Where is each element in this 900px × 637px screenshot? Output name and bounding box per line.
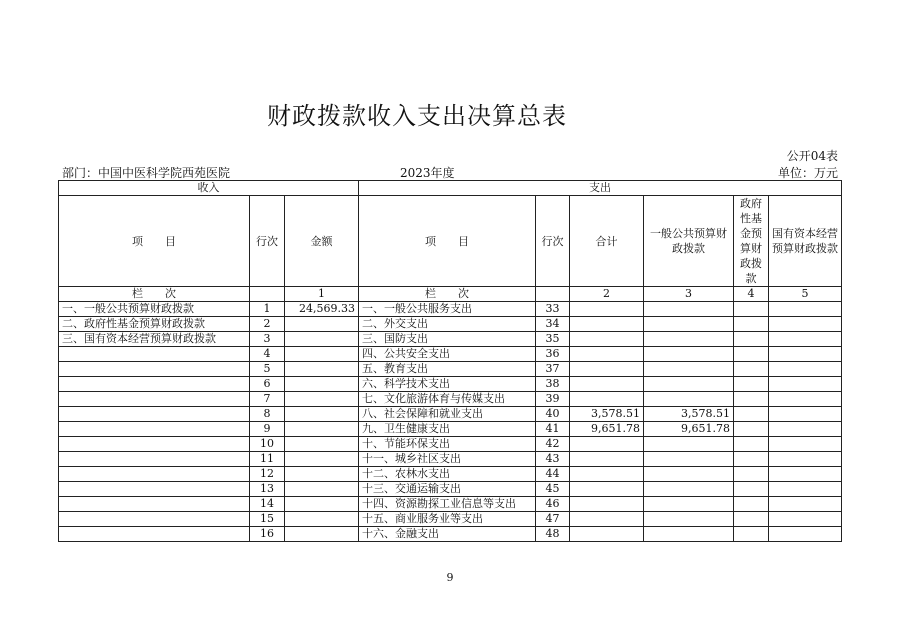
state-capital-amount <box>769 347 842 362</box>
income-row-no: 15 <box>250 512 285 527</box>
column-index-row <box>59 287 842 302</box>
exp-row-no: 40 <box>536 407 570 422</box>
exp-item: 一、一般公共服务支出 <box>359 302 536 317</box>
exp-row-no: 41 <box>536 422 570 437</box>
state-capital-amount <box>769 392 842 407</box>
fiscal-year: 2023年度 <box>400 166 455 180</box>
exp-item: 九、卫生健康支出 <box>359 422 536 437</box>
exp-row-no: 37 <box>536 362 570 377</box>
exp-row-no: 43 <box>536 452 570 467</box>
state-capital-amount <box>769 437 842 452</box>
income-item: 二、政府性基金预算财政拨款 <box>59 317 250 332</box>
col-index-1: 1 <box>285 287 359 302</box>
income-row-no: 11 <box>250 452 285 467</box>
income-row-no: 10 <box>250 437 285 452</box>
general-budget-amount <box>644 452 734 467</box>
table-row <box>59 527 842 542</box>
total-header: 合计 <box>570 196 644 287</box>
state-capital-header: 国有资本经营预算财政拨款 <box>769 196 842 287</box>
income-item <box>59 422 250 437</box>
column-header-row <box>59 196 842 287</box>
table-row <box>59 467 842 482</box>
income-amount <box>285 392 359 407</box>
exp-item: 十三、交通运输支出 <box>359 482 536 497</box>
exp-item: 十四、资源勘探工业信息等支出 <box>359 497 536 512</box>
gov-fund-amount <box>734 407 769 422</box>
income-row-no: 16 <box>250 527 285 542</box>
table-row <box>59 497 842 512</box>
gov-fund-amount <box>734 527 769 542</box>
state-capital-amount <box>769 482 842 497</box>
general-budget-amount <box>644 467 734 482</box>
total-amount <box>570 467 644 482</box>
income-row-no: 5 <box>250 362 285 377</box>
income-amount <box>285 407 359 422</box>
gov-fund-amount <box>734 437 769 452</box>
exp-item: 八、社会保障和就业支出 <box>359 407 536 422</box>
income-amount <box>285 452 359 467</box>
income-row-no: 14 <box>250 497 285 512</box>
expenditure-header: 支出 <box>359 181 842 196</box>
exp-row-no: 39 <box>536 392 570 407</box>
total-amount <box>570 452 644 467</box>
exp-item: 四、公共安全支出 <box>359 347 536 362</box>
exp-row-no-header: 行次 <box>536 196 570 287</box>
table-row <box>59 377 842 392</box>
exp-row-no: 47 <box>536 512 570 527</box>
income-amount <box>285 362 359 377</box>
section-header-row <box>59 181 842 196</box>
gov-fund-amount <box>734 362 769 377</box>
income-row-no: 13 <box>250 482 285 497</box>
exp-item: 十、节能环保支出 <box>359 437 536 452</box>
gov-fund-amount <box>734 422 769 437</box>
income-row-no: 4 <box>250 347 285 362</box>
exp-row-no: 33 <box>536 302 570 317</box>
income-item <box>59 497 250 512</box>
exp-item: 十五、商业服务业等支出 <box>359 512 536 527</box>
general-budget-amount <box>644 482 734 497</box>
income-item <box>59 452 250 467</box>
col-index-2: 2 <box>570 287 644 302</box>
income-row-no: 12 <box>250 467 285 482</box>
income-amount <box>285 317 359 332</box>
total-amount <box>570 377 644 392</box>
col-index-3: 3 <box>644 287 734 302</box>
unit-label: 单位：万元 <box>777 166 838 180</box>
general-budget-amount <box>644 392 734 407</box>
budget-table <box>58 180 842 542</box>
income-row-no: 6 <box>250 377 285 392</box>
general-budget-amount <box>644 347 734 362</box>
lan-ci-label: 栏 次 <box>59 287 250 302</box>
state-capital-amount <box>769 512 842 527</box>
income-item <box>59 527 250 542</box>
income-amount <box>285 332 359 347</box>
income-item: 一、一般公共预算财政拨款 <box>59 302 250 317</box>
total-amount <box>570 302 644 317</box>
gov-fund-amount <box>734 497 769 512</box>
gov-fund-amount <box>734 512 769 527</box>
total-amount <box>570 392 644 407</box>
general-budget-amount: 9,651.78 <box>644 422 734 437</box>
table-row <box>59 392 842 407</box>
general-budget-amount <box>644 512 734 527</box>
gov-fund-amount <box>734 452 769 467</box>
general-budget-amount <box>644 362 734 377</box>
state-capital-amount <box>769 317 842 332</box>
income-amount <box>285 527 359 542</box>
income-item-header: 项 目 <box>59 196 250 287</box>
total-amount <box>570 332 644 347</box>
income-amount <box>285 422 359 437</box>
state-capital-amount <box>769 407 842 422</box>
total-amount <box>570 317 644 332</box>
general-budget-amount <box>644 437 734 452</box>
gov-fund-amount <box>734 302 769 317</box>
income-item <box>59 392 250 407</box>
exp-item: 五、教育支出 <box>359 362 536 377</box>
exp-row-no: 36 <box>536 347 570 362</box>
income-row-no: 8 <box>250 407 285 422</box>
income-amount <box>285 437 359 452</box>
state-capital-amount <box>769 422 842 437</box>
income-item <box>59 482 250 497</box>
table-row <box>59 407 842 422</box>
table-row <box>59 437 842 452</box>
income-amount <box>285 467 359 482</box>
department-label: 部门：中国中医科学院西苑医院 <box>62 166 231 180</box>
gov-fund-amount <box>734 467 769 482</box>
income-item <box>59 377 250 392</box>
exp-row-no: 42 <box>536 437 570 452</box>
gov-fund-amount <box>734 347 769 362</box>
table-row <box>59 362 842 377</box>
income-header: 收入 <box>59 181 359 196</box>
income-item <box>59 347 250 362</box>
exp-row-no: 44 <box>536 467 570 482</box>
exp-item: 七、文化旅游体育与传媒支出 <box>359 392 536 407</box>
exp-item: 十六、金融支出 <box>359 527 536 542</box>
gov-fund-amount <box>734 392 769 407</box>
income-row-no: 1 <box>250 302 285 317</box>
income-amount <box>285 482 359 497</box>
page-number: 9 <box>446 571 454 584</box>
total-amount <box>570 362 644 377</box>
exp-item: 六、科学技术支出 <box>359 377 536 392</box>
lan-ci-label: 栏 次 <box>359 287 536 302</box>
total-amount <box>570 347 644 362</box>
exp-item-header: 项 目 <box>359 196 536 287</box>
total-amount <box>570 437 644 452</box>
income-amount <box>285 497 359 512</box>
general-budget-amount <box>644 527 734 542</box>
exp-row-no: 46 <box>536 497 570 512</box>
exp-row-no: 38 <box>536 377 570 392</box>
table-row <box>59 482 842 497</box>
state-capital-amount <box>769 377 842 392</box>
form-number: 公开04表 <box>786 149 838 163</box>
total-amount <box>570 527 644 542</box>
col-index-5: 5 <box>769 287 842 302</box>
income-row-no: 7 <box>250 392 285 407</box>
income-item <box>59 362 250 377</box>
table-row <box>59 347 842 362</box>
exp-row-no: 48 <box>536 527 570 542</box>
income-item <box>59 467 250 482</box>
table-row <box>59 512 842 527</box>
page-title: 财政拨款收入支出决算总表 <box>267 102 567 130</box>
state-capital-amount <box>769 527 842 542</box>
table-row <box>59 452 842 467</box>
table-row <box>59 317 842 332</box>
income-amount <box>285 347 359 362</box>
general-budget-amount <box>644 377 734 392</box>
income-amount-header: 金额 <box>285 196 359 287</box>
state-capital-amount <box>769 497 842 512</box>
income-row-no-header: 行次 <box>250 196 285 287</box>
table-row <box>59 302 842 317</box>
general-budget-amount <box>644 302 734 317</box>
general-budget-header: 一般公共预算财政拨款 <box>644 196 734 287</box>
income-row-no: 3 <box>250 332 285 347</box>
income-amount: 24,569.33 <box>285 302 359 317</box>
general-budget-amount <box>644 332 734 347</box>
gov-fund-amount <box>734 317 769 332</box>
income-item <box>59 407 250 422</box>
income-amount <box>285 512 359 527</box>
col-index-4: 4 <box>734 287 769 302</box>
income-item <box>59 437 250 452</box>
exp-row-no: 35 <box>536 332 570 347</box>
state-capital-amount <box>769 362 842 377</box>
total-amount <box>570 482 644 497</box>
exp-item: 二、外交支出 <box>359 317 536 332</box>
state-capital-amount <box>769 467 842 482</box>
general-budget-amount: 3,578.51 <box>644 407 734 422</box>
state-capital-amount <box>769 452 842 467</box>
exp-item: 三、国防支出 <box>359 332 536 347</box>
total-amount: 9,651.78 <box>570 422 644 437</box>
general-budget-amount <box>644 497 734 512</box>
state-capital-amount <box>769 302 842 317</box>
income-row-no: 2 <box>250 317 285 332</box>
gov-fund-amount <box>734 332 769 347</box>
income-item <box>59 512 250 527</box>
general-budget-amount <box>644 317 734 332</box>
total-amount <box>570 497 644 512</box>
exp-item: 十一、城乡社区支出 <box>359 452 536 467</box>
income-row-no: 9 <box>250 422 285 437</box>
table-row <box>59 422 842 437</box>
table-row <box>59 332 842 347</box>
total-amount <box>570 512 644 527</box>
gov-fund-amount <box>734 377 769 392</box>
exp-row-no: 34 <box>536 317 570 332</box>
total-amount: 3,578.51 <box>570 407 644 422</box>
gov-fund-header: 政府性基金预算财政拨款 <box>734 196 769 287</box>
income-item: 三、国有资本经营预算财政拨款 <box>59 332 250 347</box>
income-amount <box>285 377 359 392</box>
exp-item: 十二、农林水支出 <box>359 467 536 482</box>
gov-fund-amount <box>734 482 769 497</box>
exp-row-no: 45 <box>536 482 570 497</box>
state-capital-amount <box>769 332 842 347</box>
